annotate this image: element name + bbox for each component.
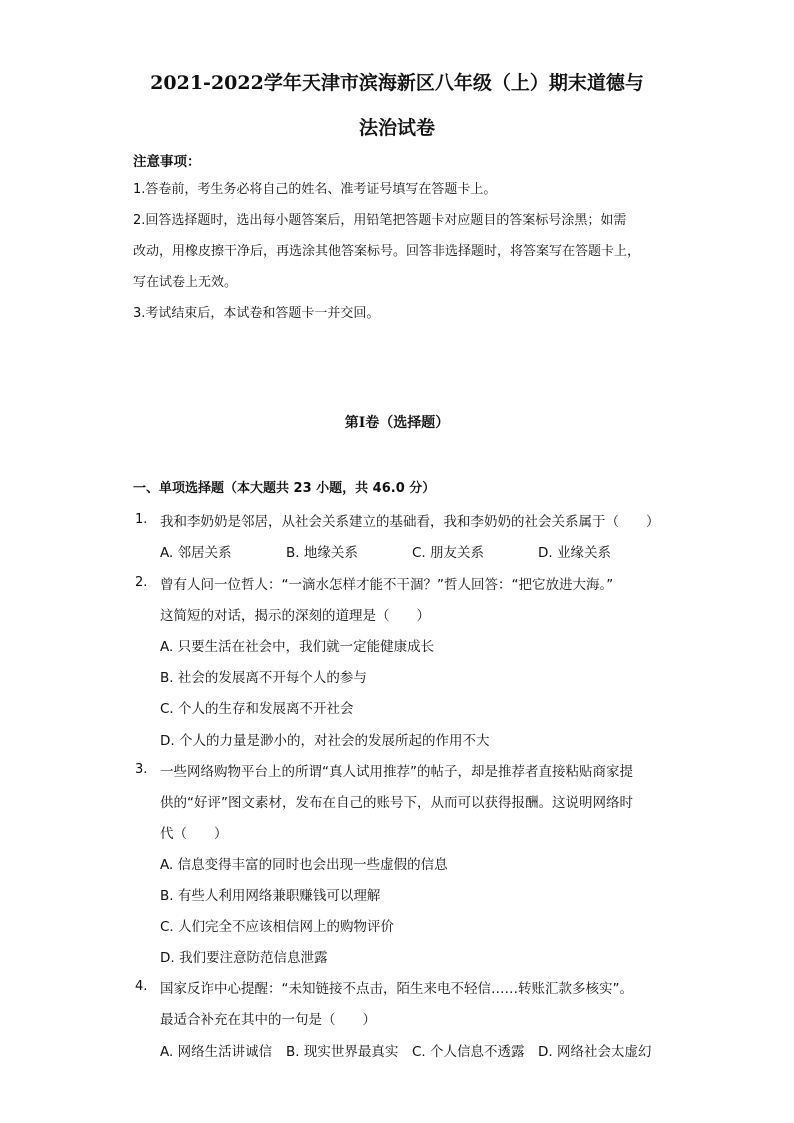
question-stem-line: 代（ ） <box>160 826 228 842</box>
note-line-4: 写在试卷上无效。 <box>133 275 238 290</box>
question-number: 2. <box>135 575 148 590</box>
option-c[interactable]: C. 人们完全不应该相信网上的购物评价 <box>160 919 395 935</box>
note-line-1: 1.答卷前，考生务必将自己的姓名、准考证号填写在答题卡上。 <box>133 182 497 197</box>
question-number: 4. <box>135 979 148 994</box>
exam-title-line-2: 法治试卷 <box>358 117 435 139</box>
option-b[interactable]: B. 有些人利用网络兼职赚钱可以理解 <box>160 888 381 904</box>
option-b[interactable]: B. 现实世界最真实 <box>286 1044 399 1060</box>
option-d[interactable]: D. 我们要注意防范信息泄露 <box>160 950 328 966</box>
section-heading: 第Ⅰ卷（选择题） <box>344 415 450 431</box>
part-heading: 一、单项选择题（本大题共 23 小题，共 46.0 分） <box>133 481 436 496</box>
option-a[interactable]: A. 信息变得丰富的同时也会出现一些虚假的信息 <box>160 857 448 873</box>
option-c[interactable]: C. 朋友关系 <box>412 545 485 561</box>
question-stem-line: 国家反诈中心提醒：“未知链接不点击，陌生来电不轻信……转账汇款多核实”。 <box>160 981 633 997</box>
note-line-5: 3.考试结束后，本试卷和答题卡一并交回。 <box>133 306 380 321</box>
question-stem-line: 供的“好评”图文素材，发布在自己的账号下，从而可以获得报酬。这说明网络时 <box>160 795 633 811</box>
question-number: 3. <box>135 762 148 777</box>
option-a[interactable]: A. 邻居关系 <box>160 545 232 561</box>
question-stem-line: 曾有人问一位哲人：“一滴水怎样才能不干涸？”哲人回答：“把它放进大海。” <box>160 577 614 593</box>
notes-heading: 注意事项： <box>133 154 201 170</box>
question-stem-line: 最适合补充在其中的一句是（ ） <box>160 1012 376 1028</box>
option-b[interactable]: B. 社会的发展离不开每个人的参与 <box>160 670 367 686</box>
option-d[interactable]: D. 网络社会太虚幻 <box>538 1044 652 1060</box>
option-c[interactable]: C. 个人的生存和发展离不开社会 <box>160 701 354 717</box>
question-stem-line: 这简短的对话，揭示的深刻的道理是（ ） <box>160 608 430 624</box>
option-a[interactable]: A. 只要生活在社会中，我们就一定能健康成长 <box>160 639 435 655</box>
option-d[interactable]: D. 个人的力量是渺小的，对社会的发展所起的作用不大 <box>160 733 490 749</box>
question-stem-line: 我和李奶奶是邻居，从社会关系建立的基础看，我和李奶奶的社会关系属于（ ） <box>160 514 660 530</box>
option-b[interactable]: B. 地缘关系 <box>286 545 358 561</box>
note-line-2: 2.回答选择题时，选出每小题答案后，用铅笔把答题卡对应题目的答案标号涂黑；如需 <box>133 213 627 228</box>
option-a[interactable]: A. 网络生活讲诚信 <box>160 1044 273 1060</box>
question-number: 1. <box>135 512 148 527</box>
option-d[interactable]: D. 业缘关系 <box>538 545 611 561</box>
note-line-3: 改动，用橡皮擦干净后，再选涂其他答案标号。回答非选择题时，将答案写在答题卡上， <box>133 244 641 259</box>
exam-title-line-1: 2021-2022学年天津市滨海新区八年级（上）期末道德与 <box>150 72 644 94</box>
option-c[interactable]: C. 个人信息不透露 <box>412 1044 525 1060</box>
question-stem-line: 一些网络购物平台上的所谓“真人试用推荐”的帖子，却是推荐者直接粘贴商家提 <box>160 764 633 780</box>
